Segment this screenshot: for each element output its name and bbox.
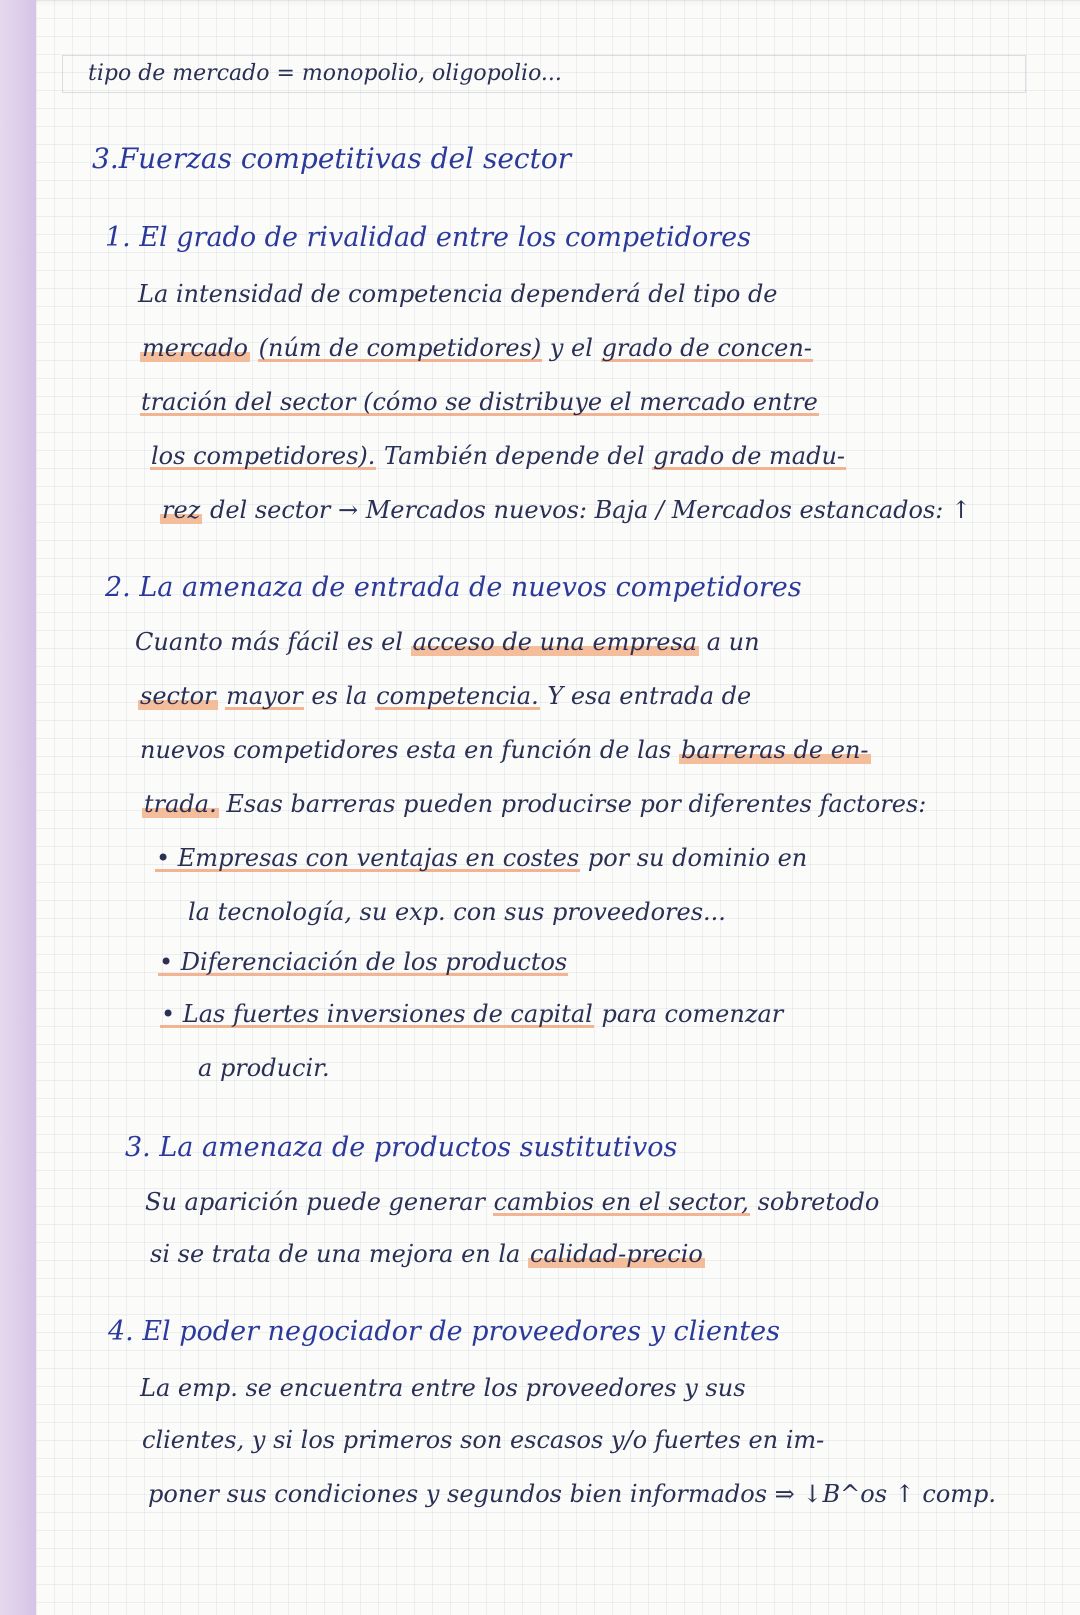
item4-line1 [140, 1372, 746, 1404]
item1-underline-los-competidores: los competidores). [151, 442, 376, 470]
item3-highlight-calidad-precio: calidad-precio [530, 1240, 703, 1268]
item1-line2 [140, 332, 813, 364]
item2-text-esla: es la [311, 682, 368, 710]
item2-highlight-barreras: barreras de en- [681, 736, 869, 764]
item3-line2 [150, 1238, 705, 1270]
item2-underline-empresas: • Empresas con ventajas en costes [156, 844, 580, 872]
item2-highlight-acceso: acceso de una empresa [412, 628, 698, 656]
item2-text-producir: a producir. [198, 1054, 330, 1082]
item3-title-text: 3. La amenaza de productos sustitutivos [125, 1132, 678, 1163]
item2-text-cuanto: Cuanto más fácil es el [135, 628, 403, 656]
item2-line3 [140, 734, 871, 766]
item3-underline-cambios: cambios en el sector, [493, 1188, 749, 1216]
item2-underline-diferenciacion: • Diferenciación de los productos [159, 948, 568, 976]
intro-line [88, 58, 562, 90]
item2-text-aun: a un [706, 628, 760, 656]
item1-title [105, 222, 751, 254]
section-title-text: 3.Fuerzas competitivas del sector [92, 142, 572, 175]
item1-title-text: 1. El grado de rivalidad entre los competidores [105, 222, 751, 253]
item2-line2 [138, 680, 751, 712]
item1-underline-madurez: grado de madu- [653, 442, 846, 470]
item3-text-sobretodo: sobretodo [757, 1188, 880, 1216]
item1-line5 [160, 494, 971, 526]
item2-text-nuevos: nuevos competidores esta en función de las [140, 736, 672, 764]
margin-strip [0, 0, 36, 1615]
page-top-edge [36, 0, 1080, 6]
item3-title [125, 1132, 677, 1164]
item3-text-aparicion: Su aparición puede generar [145, 1188, 486, 1216]
intro-text: tipo de mercado = monopolio, oligopolio... [88, 61, 562, 86]
item2-line4 [142, 788, 926, 820]
item1-underline-sector: tración del sector (cómo se distribuye el mercado entre [141, 388, 818, 416]
item2-text-factores: Esas barreras pueden producirse por diferentes factores: [226, 790, 927, 818]
item1-text-mercados: del sector → Mercados nuevos: Baja / Mercados estancados: ↑ [209, 496, 972, 524]
item1-underline-competidores: (núm de competidores) [258, 334, 542, 362]
item2-title-text: 2. La amenaza de entrada de nuevos competidores [105, 572, 802, 603]
item4-line1-text: La emp. se encuentra entre los proveedores y sus [140, 1374, 746, 1402]
item2-title [105, 572, 802, 604]
item1-text-depende: También depende del [384, 442, 645, 470]
item2-bullet1-cont [188, 896, 726, 928]
section-title [92, 143, 571, 175]
item2-bullet3-cont [198, 1052, 330, 1084]
item1-line1 [138, 278, 778, 310]
item2-text-entrada: Y esa entrada de [547, 682, 752, 710]
item1-text-yel: y el [549, 334, 593, 362]
item4-line3 [148, 1478, 996, 1510]
item2-line1 [135, 626, 760, 658]
item2-bullet2 [158, 946, 568, 978]
item2-bullet3 [160, 998, 783, 1030]
item1-line3 [140, 386, 819, 418]
item4-line2 [142, 1424, 824, 1456]
item4-line2-text: clientes, y si los primeros son escasos y/o fuertes en im- [142, 1426, 825, 1454]
item1-underline-concentracion: grado de concen- [601, 334, 812, 362]
item2-text-tecnologia: la tecnología, su exp. con sus proveedores... [188, 898, 726, 926]
item2-underline-mayor: mayor [226, 682, 303, 710]
item1-line1-text: La intensidad de competencia dependerá del tipo de [138, 280, 778, 308]
item2-highlight-trada: trada. [144, 790, 217, 818]
item2-bullet1 [155, 842, 807, 874]
item1-highlight-mercado: mercado [142, 334, 248, 362]
item4-title-text: 4. El poder negociador de proveedores y clientes [108, 1316, 780, 1347]
item3-text-mejora: si se trata de una mejora en la [150, 1240, 521, 1268]
item2-underline-inversiones: • Las fuertes inversiones de capital [161, 1000, 593, 1028]
item2-text-dominio: por su dominio en [587, 844, 808, 872]
item1-highlight-rez: rez [162, 496, 201, 524]
item4-line3-text: poner sus condiciones y segundos bien informados ⇒ ↓B^os ↑ comp. [148, 1480, 997, 1508]
item2-underline-competencia: competencia. [376, 682, 539, 710]
item1-line4 [150, 440, 846, 472]
item2-highlight-sector: sector [140, 682, 216, 710]
item2-text-comenzar: para comenzar [601, 1000, 784, 1028]
item4-title [108, 1316, 780, 1348]
item3-line1 [145, 1186, 879, 1218]
